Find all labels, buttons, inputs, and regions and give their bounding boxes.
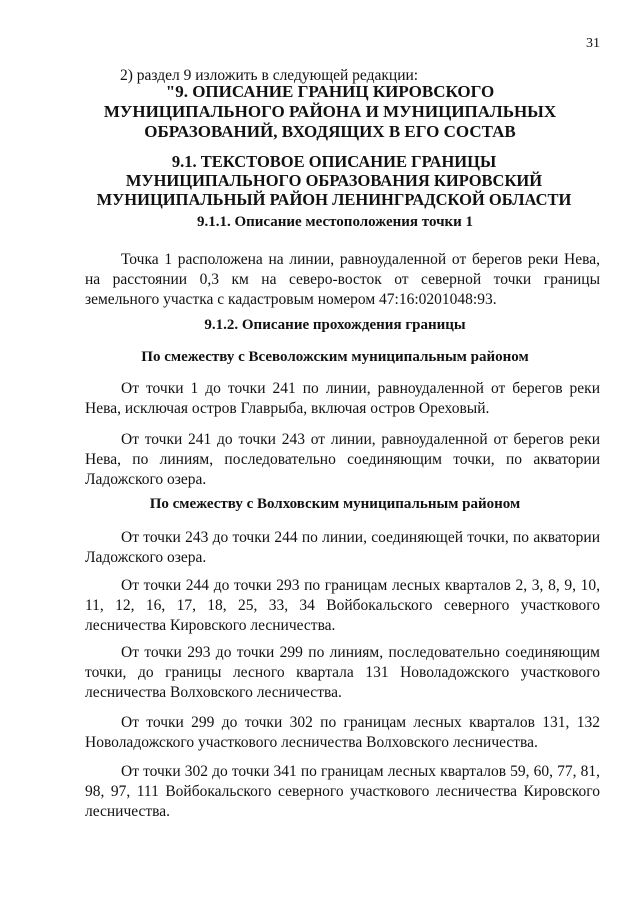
- intro-line: 2) раздел 9 изложить в следующей редакции:: [120, 67, 419, 84]
- heading-volkhovsky: По смежеству с Волховским муниципальным районом: [149, 496, 521, 512]
- paragraph-302-341: От точки 302 до точки 341 по границам лесных кварталов 59, 60, 77, 81, 98, 97, 111 Войбокальского северного участкового лесничества Кировского лесничества.: [85, 763, 600, 820]
- paragraph-244-293: От точки 244 до точки 293 по границам лесных кварталов 2, 3, 8, 9, 10, 11, 12, 16, 17, 18, 25, 33, 34 Войбокальского северного участкового лесничества Кировского лесничества.: [85, 577, 600, 634]
- paragraph-1-241: От точки 1 до точки 241 по линии, равноудаленной от берегов реки Нева, исключая остров Главрыба, включая остров Ореховый.: [85, 380, 600, 417]
- subsection-title: 9.1. ТЕКСТОВОЕ ОПИСАНИЕ ГРАНИЦЫ МУНИЦИПАЛЬНОГО ОБРАЗОВАНИЯ КИРОВСКИЙ МУНИЦИПАЛЬНЫЙ РАЙОН ЛЕНИНГРАДСКОЙ ОБЛАСТИ: [96, 152, 572, 209]
- heading-9-1-2: 9.1.2. Описание прохождения границы: [204, 317, 466, 333]
- heading-vsevolozhsky: По смежеству с Всеволожским муниципальным районом: [141, 349, 529, 365]
- paragraph-point-1: Точка 1 расположена на линии, равноудаленной от берегов реки Нева, на расстоянии 0,3 км на северо-восток от северной точки границы земельного участка с кадастровым номером 47:16:0201048:93.: [85, 251, 600, 308]
- paragraph-293-299: От точки 293 до точки 299 по линиям, последовательно соединяющим точки, до границы лесного квартала 131 Новоладожского участкового лесничества Волховского лесничества.: [85, 644, 600, 701]
- paragraph-241-243: От точки 241 до точки 243 от линии, равноудаленной от берегов реки Нева, по линиям, последовательно соединяющим точки, по акватории Ладожского озера.: [85, 431, 600, 488]
- page-number: 31: [586, 36, 600, 51]
- paragraph-243-244: От точки 243 до точки 244 по линии, соединяющей точки, по акватории Ладожского озера.: [85, 529, 600, 566]
- paragraph-299-302: От точки 299 до точки 302 по границам лесных кварталов 131, 132 Новоладожского участкового лесничества Волховского лесничества.: [85, 714, 600, 751]
- heading-9-1-1: 9.1.1. Описание местоположения точки 1: [196, 214, 474, 230]
- section-title: "9. ОПИСАНИЕ ГРАНИЦ КИРОВСКОГО МУНИЦИПАЛЬНОГО РАЙОНА И МУНИЦИПАЛЬНЫХ ОБРАЗОВАНИЙ, ВХОДЯЩИХ В ЕГО СОСТАВ: [103, 82, 557, 141]
